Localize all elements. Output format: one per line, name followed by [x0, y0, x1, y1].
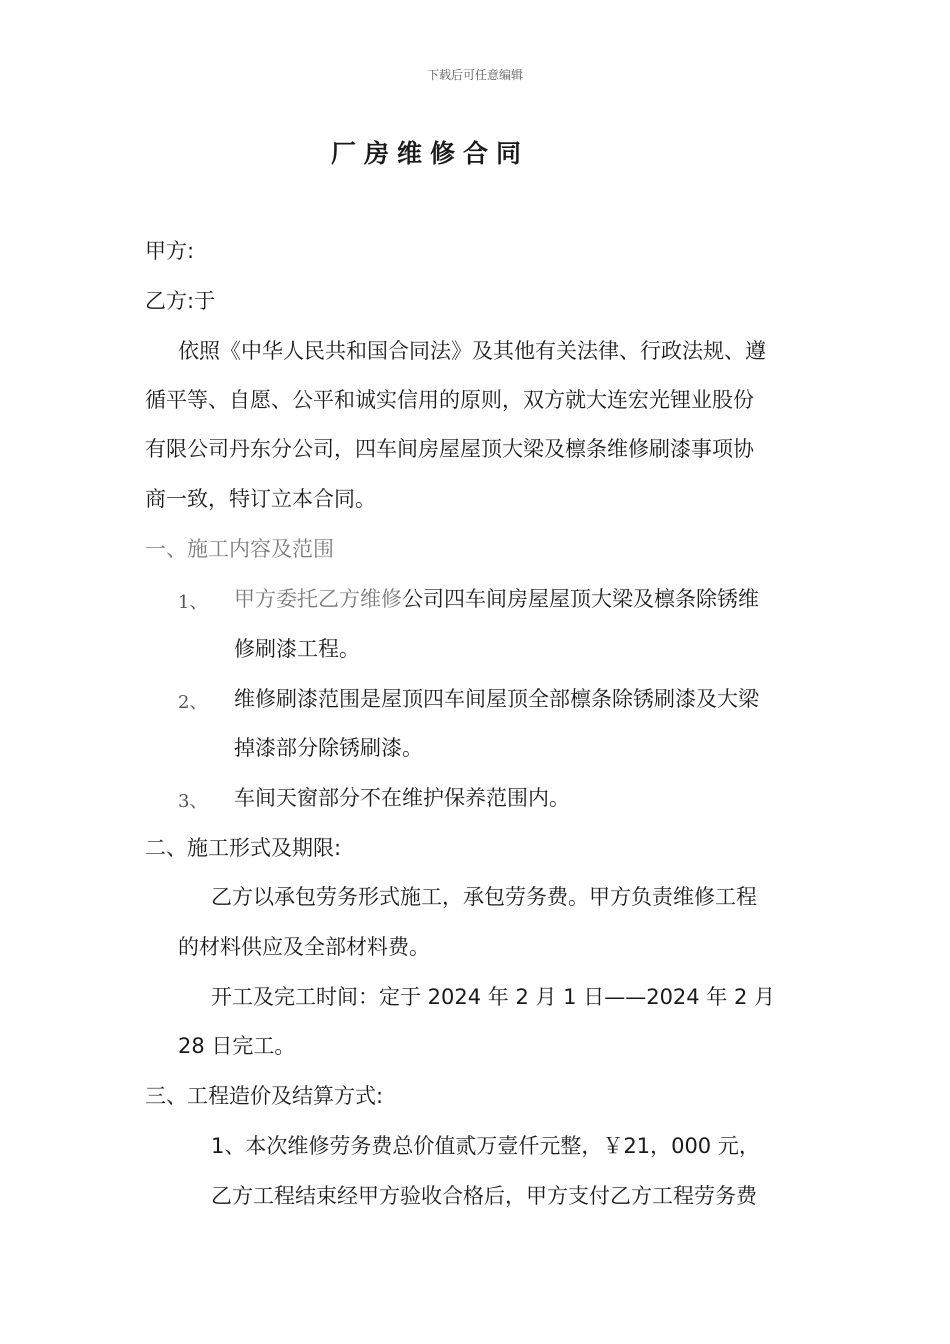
item2-number: 2、	[178, 692, 208, 713]
party-a-label: 甲方:	[145, 239, 195, 263]
item2-line1: 维修刷漆范围是屋顶四车间屋顶全部檩条除锈刷漆及大梁	[234, 687, 759, 711]
item1-number: 1、	[178, 592, 208, 613]
item1-line1	[234, 584, 759, 614]
item1-line2: 修刷漆工程。	[234, 637, 360, 661]
section3-para1-line2: 乙方工程结束经甲方验收合格后，甲方支付乙方工程劳务费	[211, 1184, 757, 1208]
section3-heading: 三、工程造价及结算方式:	[145, 1084, 384, 1108]
section2-para1-line1: 乙方以承包劳务形式施工，承包劳务费。甲方负责维修工程	[211, 885, 757, 909]
intro-line-2: 循平等、自愿、公平和诚实信用的原则，双方就大连宏光锂业股份	[145, 388, 754, 412]
section2-para2-line2: 28 日完工。	[178, 1034, 296, 1058]
section2-para2-line1: 开工及完工时间：定于 2024 年 2 月 1 日——2024 年 2 月	[211, 985, 776, 1009]
intro-line-1: 依照《中华人民共和国合同法》及其他有关法律、行政法规、遵	[178, 339, 766, 363]
item1-gray-text: 甲方委托乙方维修	[234, 587, 402, 611]
item1-rest-text: 公司四车间房屋屋顶大梁及檩条除锈维	[402, 587, 759, 611]
section2-heading: 二、施工形式及期限:	[145, 836, 342, 860]
item2-line2: 掉漆部分除锈刷漆。	[234, 736, 423, 760]
intro-line-3: 有限公司丹东分公司，四车间房屋屋顶大梁及檩条维修刷漆事项协	[145, 437, 754, 461]
header-note: 下载后可任意编辑	[426, 68, 523, 82]
section3-para1-line1: 1、本次维修劳务费总价值贰万壹仟元整，￥21，000 元，	[211, 1134, 760, 1158]
item3-number: 3、	[178, 791, 208, 812]
intro-line-4: 商一致，特订立本合同。	[145, 487, 376, 511]
item3-line1: 车间天窗部分不在维护保养范围内。	[234, 786, 570, 810]
party-b-label: 乙方:于	[145, 289, 216, 313]
section1-heading: 一、施工内容及范围	[145, 537, 334, 561]
document-title: 厂房维修合同	[330, 139, 529, 168]
section2-para1-line2: 的材料供应及全部材料费。	[178, 935, 430, 959]
